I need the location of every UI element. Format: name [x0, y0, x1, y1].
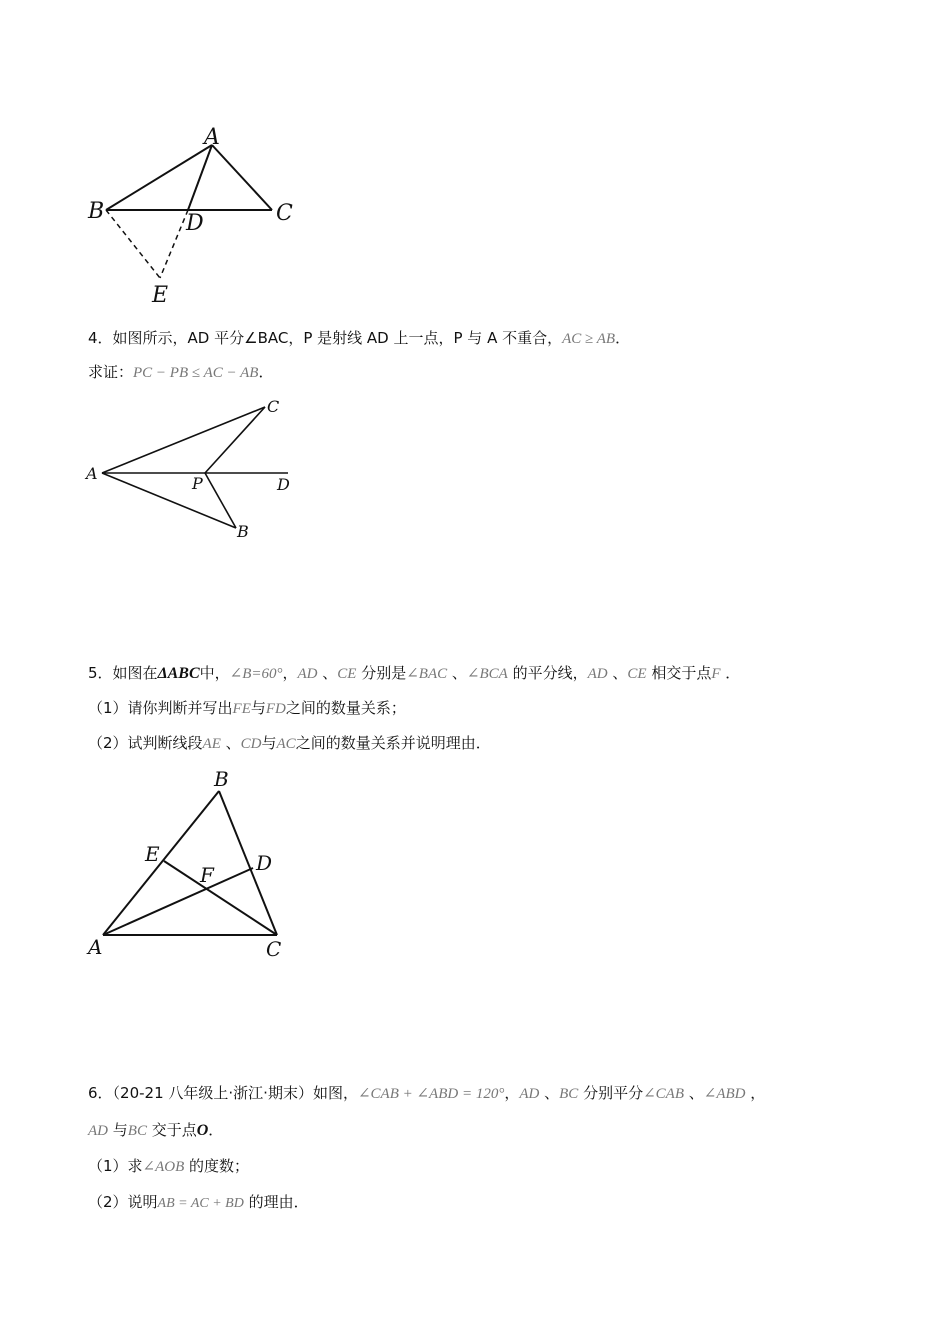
q4-condition: AC ≥ AB — [562, 331, 616, 347]
q4-prove-expression: PC − PB ≤ AC − AB — [133, 365, 259, 381]
q6-part1: （1）求∠AOB 的度数； — [88, 1157, 250, 1175]
label-b: B — [214, 767, 229, 791]
segment-ab — [102, 473, 236, 528]
segment-de-dashed — [160, 210, 188, 278]
q5-part2: （2）试判断线段AE 、CD与AC之间的数量关系并说明理由． — [88, 734, 491, 752]
label-c: C — [276, 201, 293, 226]
figure-q4 — [80, 392, 310, 552]
segment-ad — [188, 145, 212, 210]
q4-statement: 4．如图所示，AD 平分∠BAC，P 是射线 AD 上一点，P 与 A 不重合，AC ≥ AB． — [88, 329, 631, 347]
label-d: D — [256, 851, 273, 875]
figure-triangle-abc-e — [80, 120, 310, 310]
segment-ab — [106, 145, 212, 210]
q5-part1: （1）请你判断并写出FE与FD之间的数量关系； — [88, 699, 406, 717]
segment-ad — [103, 868, 253, 935]
label-a: A — [88, 935, 103, 959]
segment-pc — [205, 407, 265, 473]
segment-ac — [102, 407, 265, 473]
label-e: E — [145, 842, 160, 866]
q6-statement: 6．（20-21 八年级上·浙江·期末）如图，∠CAB + ∠ABD = 120°，AD 、BC 分别平分∠CAB 、∠ABD ， — [88, 1084, 766, 1102]
label-a: A — [204, 125, 220, 150]
label-b: B — [88, 199, 105, 224]
segment-pb — [205, 473, 236, 528]
q6-condition: ∠CAB + ∠ABD = 120° — [357, 1086, 505, 1102]
segment-be-dashed — [106, 210, 160, 278]
label-p: P — [192, 474, 203, 493]
figure-q5 — [80, 765, 310, 965]
label-d: D — [277, 475, 290, 494]
label-e: E — [152, 283, 169, 308]
label-f: F — [200, 863, 214, 887]
q4-prove: 求证：PC − PB ≤ AC − AB． — [88, 363, 274, 381]
q5-statement: 5．如图在ΔABC中，∠B=60°，AD 、CE 分别是∠BAC 、∠BCA 的平分线，AD 、CE 相交于点F ． — [88, 664, 741, 682]
label-a: A — [86, 464, 98, 483]
segment-ac — [212, 145, 272, 210]
label-b: B — [237, 522, 249, 541]
q6-part2: （2）说明AB = AC + BD 的理由． — [88, 1193, 309, 1211]
label-d: D — [186, 211, 204, 236]
label-c: C — [266, 937, 282, 961]
label-c: C — [267, 397, 280, 416]
q6-statement-cont: AD 与BC 交于点O． — [88, 1121, 224, 1139]
